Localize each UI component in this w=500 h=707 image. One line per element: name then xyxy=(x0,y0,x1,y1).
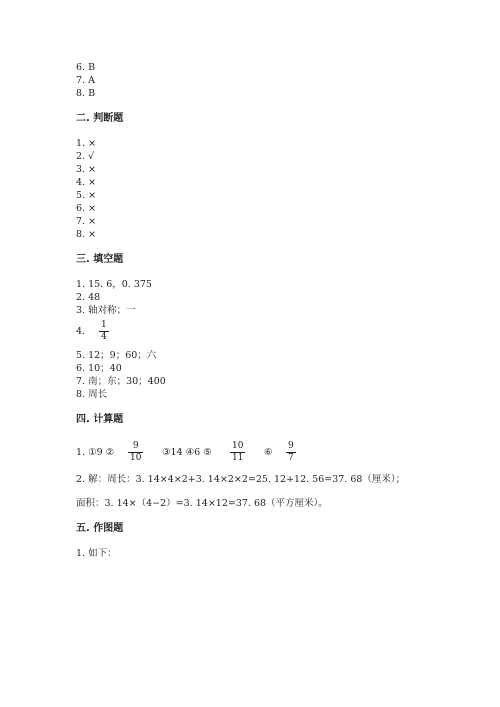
answer-line: 3. × xyxy=(76,164,97,175)
section-heading-calculation: 四. 计算题 xyxy=(76,414,124,425)
answer-line: 8. 周长 xyxy=(76,389,108,400)
fraction-denominator: 4 xyxy=(101,332,107,342)
answer-line: 6. B xyxy=(76,62,96,73)
answer-line: 7. × xyxy=(76,216,97,227)
section-heading-drawing: 五. 作图题 xyxy=(76,523,124,534)
answer-line: 8. B xyxy=(76,88,96,99)
fraction xyxy=(99,320,109,343)
answer-line: 1. 如下： xyxy=(76,548,117,559)
answer-line: 6. 10；40 xyxy=(76,363,122,374)
answer-line: 5. × xyxy=(76,190,97,201)
fraction xyxy=(286,441,296,464)
calc-line: 面积：3. 14×（4−2）=3. 14×12=37. 68（平方厘米）。 xyxy=(76,498,328,509)
fraction xyxy=(230,441,245,464)
fraction-numerator: 1 xyxy=(101,320,107,330)
answer-line: 2. 48 xyxy=(76,292,101,303)
fraction-denominator: 7 xyxy=(288,453,294,463)
answer-line: 5. 12；9；60；六 xyxy=(76,350,157,361)
fraction-numerator: 9 xyxy=(132,441,139,451)
fraction-numerator: 10 xyxy=(232,441,244,451)
calc-line-part: ③14 ④6 ⑤ xyxy=(162,447,212,458)
fraction-denominator: 10 xyxy=(130,453,142,463)
section-heading-judgement: 二. 判断题 xyxy=(76,113,124,124)
answer-line: 8. × xyxy=(76,229,97,240)
answer-line: 2. √ xyxy=(76,151,95,162)
fraction xyxy=(128,441,143,464)
calc-line-part: ⑥ xyxy=(264,447,273,458)
calc-line-part: 1. ①9 ② xyxy=(76,447,115,458)
fraction-denominator: 11 xyxy=(232,453,244,463)
section-heading-fill-blank: 三. 填空题 xyxy=(76,254,124,265)
answer-line: 1. × xyxy=(76,138,97,149)
answer-line: 3. 轴对称；一 xyxy=(76,305,136,316)
answer-line: 1. 15. 6，0. 375 xyxy=(76,279,152,290)
calc-line: 2. 解：周长：3. 14×4×2+3. 14×2×2=25. 12+12. 56=37. 68（厘米）； xyxy=(76,474,406,485)
answer-line: 4. × xyxy=(76,177,97,188)
fraction-numerator: 9 xyxy=(288,441,294,451)
answer-line: 6. × xyxy=(76,203,97,214)
answer-line-label: 4. xyxy=(76,326,86,337)
answer-line: 7. A xyxy=(76,75,95,86)
answer-line: 7. 南；东；30；400 xyxy=(76,376,166,387)
